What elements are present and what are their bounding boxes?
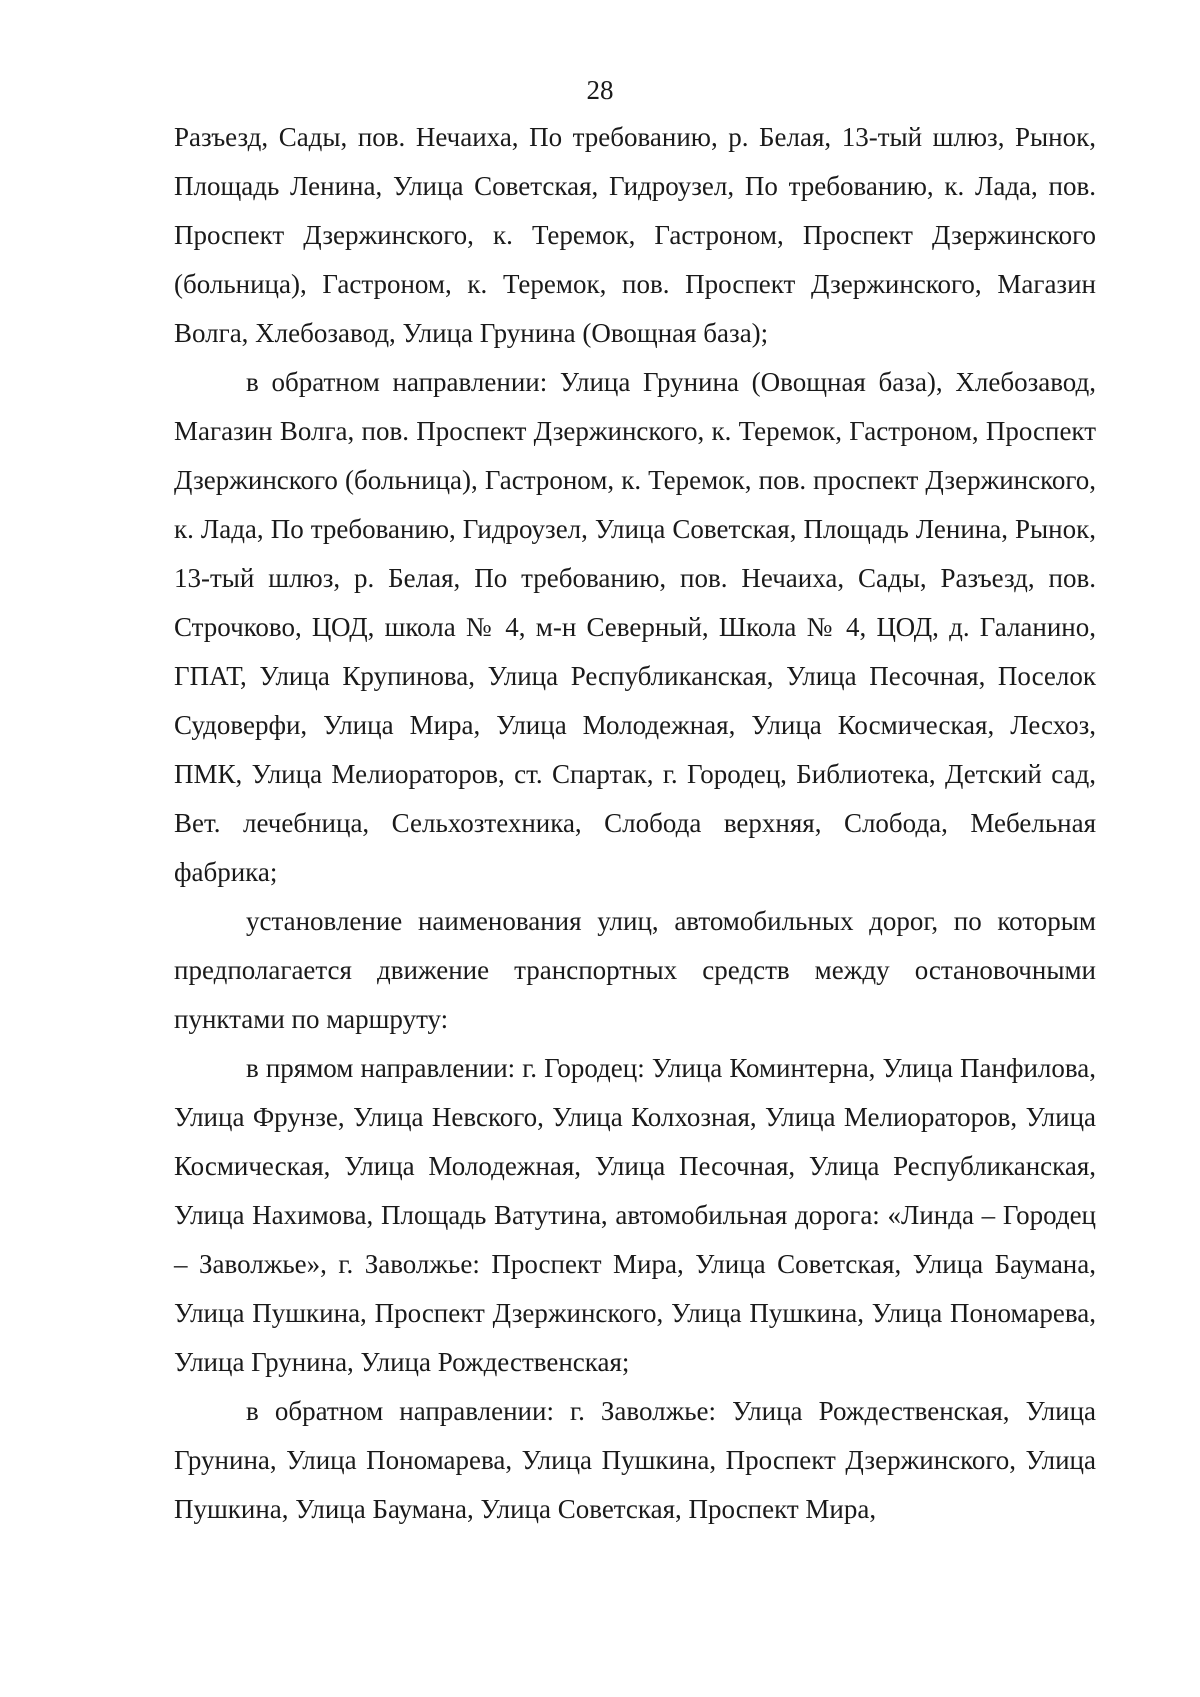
paragraph-forward-streets: в прямом направлении: г. Городец: Улица Коминтерна, Улица Панфилова, Улица Фрунзе, Улица Невского, Улица Колхозная, Улица Мелиораторов, Улица Космическая, Улица Молодежная, Улица Песочная, Улица Республиканская, Улица Нахимова, Площадь Ватутина, автомобильная дорога: «Линда – Городец – Заволжье», г. Заволжье: Проспект Мира, Улица Советская, Улица Баумана, Улица Пушкина, Проспект Дзержинского, Улица Пушкина, Улица Пономарева, Улица Грунина, Улица Рождественская; [174, 1053, 1096, 1377]
page-number: 28 [586, 75, 614, 105]
paragraph-reverse-streets: в обратном направлении: г. Заволжье: Улица Рождественская, Улица Грунина, Улица Пономарева, Улица Пушкина, Проспект Дзержинского, Улица Пушкина, Улица Баумана, Улица Советская, Проспект Мира, [174, 1396, 1096, 1524]
paragraph-street-names-heading: установление наименования улиц, автомобильных дорог, по которым предполагается движение транспортных средств между остановочными пунктами по маршруту: [174, 906, 1096, 1034]
document-body [174, 113, 1096, 1534]
paragraph-forward-route-stops: Разъезд, Сады, пов. Нечаиха, По требованию, р. Белая, 13-тый шлюз, Рынок, Площадь Ленина, Улица Советская, Гидроузел, По требованию, к. Лада, пов. Проспект Дзержинского, к. Теремок, Гастроном, Проспект Дзержинского (больница), Гастроном, к. Теремок, пов. Проспект Дзержинского, Магазин Волга, Хлебозавод, Улица Грунина (Овощная база); [174, 122, 1096, 348]
paragraph-reverse-route-stops: в обратном направлении: Улица Грунина (Овощная база), Хлебозавод, Магазин Волга, пов. Проспект Дзержинского, к. Теремок, Гастроном, Проспект Дзержинского (больница), Гастроном, к. Теремок, пов. проспект Дзержинского, к. Лада, По требованию, Гидроузел, Улица Советская, Площадь Ленина, Рынок, 13-тый шлюз, р. Белая, По требованию, пов. Нечаиха, Сады, Разъезд, пов. Строчково, ЦОД, школа № 4, м-н Северный, Школа № 4, ЦОД, д. Галанино, ГПАТ, Улица Крупинова, Улица Республиканская, Улица Песочная, Поселок Судоверфи, Улица Мира, Улица Молодежная, Улица Космическая, Лесхоз, ПМК, Улица Мелиораторов, ст. Спартак, г. Городец, Библиотека, Детский сад, Вет. лечебница, Сельхозтехника, Слобода верхняя, Слобода, Мебельная фабрика; [174, 367, 1096, 887]
